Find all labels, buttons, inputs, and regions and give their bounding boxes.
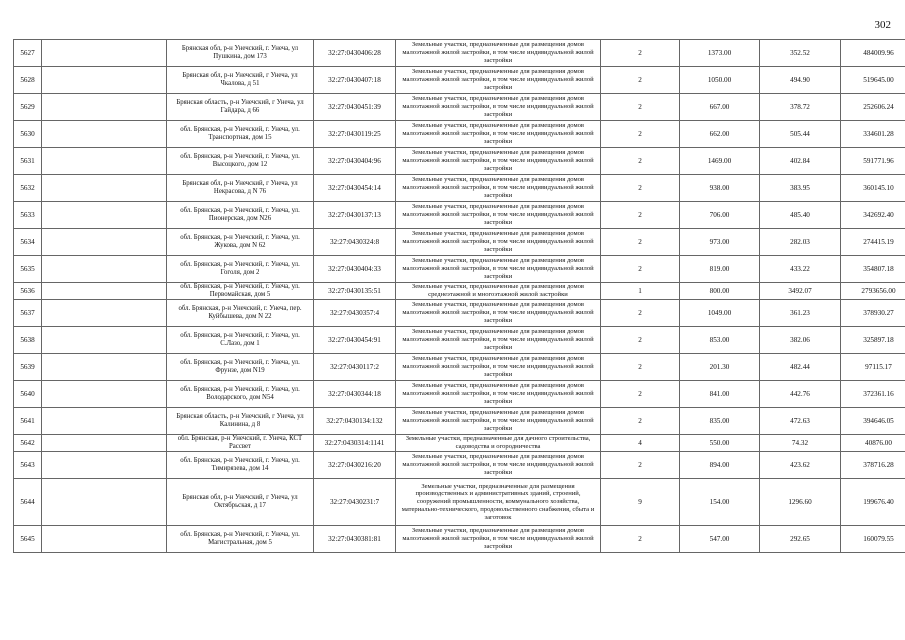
row-number: 5644 — [14, 479, 42, 526]
table-body — [14, 40, 905, 553]
use-group-cell: 4 — [601, 435, 680, 452]
use-group-cell: 2 — [601, 94, 680, 121]
specific-value-cell: 1296.60 — [760, 479, 841, 526]
cadastral-number-cell: 32:27:0430454:14 — [314, 175, 396, 202]
address-cell: обл. Брянская, р-н Унечский, г. Унеча, пер. Куйбышева, дом N 22 — [167, 300, 314, 327]
area-cell: 662.00 — [680, 121, 760, 148]
row-number: 5641 — [14, 408, 42, 435]
spacer-cell — [42, 121, 167, 148]
spacer-cell — [42, 435, 167, 452]
cadastral-number-cell: 32:27:0430314:1141 — [314, 435, 396, 452]
use-group-cell: 9 — [601, 479, 680, 526]
row-number: 5639 — [14, 354, 42, 381]
table-row — [14, 175, 905, 202]
address-cell: Брянская обл, р-н Унечский, г Унеча, ул Октябрьская, д 17 — [167, 479, 314, 526]
use-group-cell: 2 — [601, 40, 680, 67]
use-group-cell: 2 — [601, 121, 680, 148]
area-cell: 1050.00 — [680, 67, 760, 94]
land-use-cell: Земельные участки, предназначенные для размещения домов малоэтажной жилой застройки, в том числе индивидуальной жилой застройки — [396, 40, 601, 67]
address-cell: обл. Брянская, р-н Унечский, г. Унеча, ул. Пионерская, дом N26 — [167, 202, 314, 229]
land-use-cell: Земельные участки, предназначенные для размещения домов малоэтажной жилой застройки, в том числе индивидуальной жилой застройки — [396, 408, 601, 435]
table-row — [14, 121, 905, 148]
use-group-cell: 1 — [601, 283, 680, 300]
row-number: 5638 — [14, 327, 42, 354]
table-row — [14, 479, 905, 526]
use-group-cell: 2 — [601, 256, 680, 283]
cadastral-number-cell: 32:27:0430137:13 — [314, 202, 396, 229]
cadastral-value-cell: 252606.24 — [841, 94, 905, 121]
table-row — [14, 283, 905, 300]
land-use-cell: Земельные участки, предназначенные для размещения домов малоэтажной жилой застройки, в том числе индивидуальной жилой застройки — [396, 229, 601, 256]
cadastral-number-cell: 32:27:0430404:33 — [314, 256, 396, 283]
specific-value-cell: 352.52 — [760, 40, 841, 67]
spacer-cell — [42, 283, 167, 300]
page-number: 302 — [874, 19, 891, 31]
address-cell: Брянская обл, р-н Унечский, г Унеча, ул Чкалова, д 51 — [167, 67, 314, 94]
area-cell: 550.00 — [680, 435, 760, 452]
spacer-cell — [42, 148, 167, 175]
specific-value-cell: 505.44 — [760, 121, 841, 148]
cadastral-number-cell: 32:27:0430344:18 — [314, 381, 396, 408]
cadastral-value-cell: 394646.05 — [841, 408, 905, 435]
table-row — [14, 148, 905, 175]
specific-value-cell: 3492.07 — [760, 283, 841, 300]
specific-value-cell: 472.63 — [760, 408, 841, 435]
spacer-cell — [42, 67, 167, 94]
cadastral-number-cell: 32:27:0430135:51 — [314, 283, 396, 300]
table-row — [14, 40, 905, 67]
spacer-cell — [42, 256, 167, 283]
land-use-cell: Земельные участки, предназначенные для размещения домов малоэтажной жилой застройки, в том числе индивидуальной жилой застройки — [396, 452, 601, 479]
use-group-cell: 2 — [601, 354, 680, 381]
cadastral-value-cell: 274415.19 — [841, 229, 905, 256]
specific-value-cell: 485.40 — [760, 202, 841, 229]
table-row — [14, 256, 905, 283]
use-group-cell: 2 — [601, 526, 680, 553]
row-number: 5627 — [14, 40, 42, 67]
specific-value-cell: 494.90 — [760, 67, 841, 94]
cadastral-number-cell: 32:27:0430404:96 — [314, 148, 396, 175]
area-cell: 819.00 — [680, 256, 760, 283]
row-number: 5637 — [14, 300, 42, 327]
land-use-cell: Земельные участки, предназначенные для размещения домов малоэтажной жилой застройки, в том числе индивидуальной жилой застройки — [396, 327, 601, 354]
land-registry-table — [13, 39, 905, 553]
use-group-cell: 2 — [601, 202, 680, 229]
cadastral-value-cell: 2793656.00 — [841, 283, 905, 300]
row-number: 5645 — [14, 526, 42, 553]
spacer-cell — [42, 479, 167, 526]
use-group-cell: 2 — [601, 148, 680, 175]
address-cell: обл. Брянская, р-н Унечский, г. Унеча, КСТ Рассвет — [167, 435, 314, 452]
use-group-cell: 2 — [601, 67, 680, 94]
table-row — [14, 354, 905, 381]
specific-value-cell: 383.95 — [760, 175, 841, 202]
table-row — [14, 327, 905, 354]
spacer-cell — [42, 229, 167, 256]
cadastral-value-cell: 591771.96 — [841, 148, 905, 175]
row-number: 5633 — [14, 202, 42, 229]
area-cell: 853.00 — [680, 327, 760, 354]
table-row — [14, 229, 905, 256]
land-use-cell: Земельные участки, предназначенные для размещения домов малоэтажной жилой застройки, в том числе индивидуальной жилой застройки — [396, 175, 601, 202]
cadastral-value-cell: 354807.18 — [841, 256, 905, 283]
use-group-cell: 2 — [601, 175, 680, 202]
specific-value-cell: 282.03 — [760, 229, 841, 256]
table-row — [14, 67, 905, 94]
spacer-cell — [42, 354, 167, 381]
row-number: 5632 — [14, 175, 42, 202]
cadastral-number-cell: 32:27:0430407:18 — [314, 67, 396, 94]
address-cell: обл. Брянская, р-н Унечский, г. Унеча, ул. С.Лазо, дом 1 — [167, 327, 314, 354]
row-number: 5643 — [14, 452, 42, 479]
spacer-cell — [42, 408, 167, 435]
area-cell: 1469.00 — [680, 148, 760, 175]
spacer-cell — [42, 300, 167, 327]
area-cell: 973.00 — [680, 229, 760, 256]
cadastral-number-cell: 32:27:0430119:25 — [314, 121, 396, 148]
cadastral-value-cell: 40876.00 — [841, 435, 905, 452]
cadastral-number-cell: 32:27:0430324:8 — [314, 229, 396, 256]
spacer-cell — [42, 327, 167, 354]
area-cell: 667.00 — [680, 94, 760, 121]
use-group-cell: 2 — [601, 300, 680, 327]
table-row — [14, 435, 905, 452]
row-number: 5628 — [14, 67, 42, 94]
cadastral-value-cell: 334601.28 — [841, 121, 905, 148]
table-row — [14, 202, 905, 229]
land-use-cell: Земельные участки, предназначенные для дачного строительства, садоводства и огородничества — [396, 435, 601, 452]
table-row — [14, 94, 905, 121]
spacer-cell — [42, 202, 167, 229]
specific-value-cell: 423.62 — [760, 452, 841, 479]
area-cell: 938.00 — [680, 175, 760, 202]
row-number: 5640 — [14, 381, 42, 408]
land-use-cell: Земельные участки, предназначенные для размещения домов малоэтажной жилой застройки, в том числе индивидуальной жилой застройки — [396, 354, 601, 381]
cadastral-value-cell: 342692.40 — [841, 202, 905, 229]
cadastral-number-cell: 32:27:0430454:91 — [314, 327, 396, 354]
cadastral-value-cell: 378716.28 — [841, 452, 905, 479]
spacer-cell — [42, 175, 167, 202]
specific-value-cell: 482.44 — [760, 354, 841, 381]
land-use-cell: Земельные участки, предназначенные для размещения домов малоэтажной жилой застройки, в том числе индивидуальной жилой застройки — [396, 526, 601, 553]
row-number: 5629 — [14, 94, 42, 121]
cadastral-value-cell: 360145.10 — [841, 175, 905, 202]
address-cell: обл. Брянская, р-н Унечский, г. Унеча, ул. Жукова, дом N 62 — [167, 229, 314, 256]
use-group-cell: 2 — [601, 229, 680, 256]
specific-value-cell: 433.22 — [760, 256, 841, 283]
land-use-cell: Земельные участки, предназначенные для размещения домов малоэтажной жилой застройки, в том числе индивидуальной жилой застройки — [396, 202, 601, 229]
area-cell: 547.00 — [680, 526, 760, 553]
area-cell: 835.00 — [680, 408, 760, 435]
row-number: 5630 — [14, 121, 42, 148]
use-group-cell: 2 — [601, 327, 680, 354]
address-cell: обл. Брянская, р-н Унечский, г. Унеча, ул. Володарского, дом N54 — [167, 381, 314, 408]
spacer-cell — [42, 381, 167, 408]
address-cell: обл. Брянская, р-н Унечский, г. Унеча, ул. Первомайская, дом 5 — [167, 283, 314, 300]
row-number: 5636 — [14, 283, 42, 300]
address-cell: Брянская область, р-н Унечский, г Унеча, ул Калинина, д 8 — [167, 408, 314, 435]
land-use-cell: Земельные участки, предназначенные для размещения домов малоэтажной жилой застройки, в том числе индивидуальной жилой застройки — [396, 94, 601, 121]
area-cell: 800.00 — [680, 283, 760, 300]
specific-value-cell: 382.06 — [760, 327, 841, 354]
cadastral-number-cell: 32:27:0430406:28 — [314, 40, 396, 67]
cadastral-number-cell: 32:27:0430357:4 — [314, 300, 396, 327]
land-use-cell: Земельные участки, предназначенные для размещения производственных и административных зданий, строений, сооружений промышленности, коммунального хозяйства, материально-технического, продовольственного снабжения, сбыта и заготовок — [396, 479, 601, 526]
land-use-cell: Земельные участки, предназначенные для размещения домов среднеэтажной и многоэтажной жилой застройки — [396, 283, 601, 300]
table-row — [14, 300, 905, 327]
cadastral-number-cell: 32:27:0430216:20 — [314, 452, 396, 479]
cadastral-value-cell: 325897.18 — [841, 327, 905, 354]
address-cell: обл. Брянская, р-н Унечский, г. Унеча, ул. Магистральная, дом 5 — [167, 526, 314, 553]
land-use-cell: Земельные участки, предназначенные для размещения домов малоэтажной жилой застройки, в том числе индивидуальной жилой застройки — [396, 300, 601, 327]
row-number: 5634 — [14, 229, 42, 256]
address-cell: обл. Брянская, р-н Унечский, г. Унеча, ул. Высоцкого, дом 12 — [167, 148, 314, 175]
table-row — [14, 452, 905, 479]
use-group-cell: 2 — [601, 408, 680, 435]
area-cell: 1373.00 — [680, 40, 760, 67]
land-use-cell: Земельные участки, предназначенные для размещения домов малоэтажной жилой застройки, в том числе индивидуальной жилой застройки — [396, 121, 601, 148]
area-cell: 201.30 — [680, 354, 760, 381]
land-use-cell: Земельные участки, предназначенные для размещения домов малоэтажной жилой застройки, в том числе индивидуальной жилой застройки — [396, 148, 601, 175]
row-number: 5642 — [14, 435, 42, 452]
address-cell: Брянская обл, р-н Унечский, г Унеча, ул Некрасова, д N 76 — [167, 175, 314, 202]
use-group-cell: 2 — [601, 381, 680, 408]
table-row — [14, 526, 905, 553]
cadastral-value-cell: 199676.40 — [841, 479, 905, 526]
cadastral-value-cell: 484009.96 — [841, 40, 905, 67]
specific-value-cell: 378.72 — [760, 94, 841, 121]
specific-value-cell: 442.76 — [760, 381, 841, 408]
cadastral-number-cell: 32:27:0430117:2 — [314, 354, 396, 381]
spacer-cell — [42, 452, 167, 479]
cadastral-value-cell: 97115.17 — [841, 354, 905, 381]
specific-value-cell: 402.84 — [760, 148, 841, 175]
cadastral-number-cell: 32:27:0430451:39 — [314, 94, 396, 121]
table-row — [14, 381, 905, 408]
specific-value-cell: 361.23 — [760, 300, 841, 327]
cadastral-number-cell: 32:27:0430134:132 — [314, 408, 396, 435]
cadastral-value-cell: 378930.27 — [841, 300, 905, 327]
land-use-cell: Земельные участки, предназначенные для размещения домов малоэтажной жилой застройки, в том числе индивидуальной жилой застройки — [396, 381, 601, 408]
address-cell: обл. Брянская, р-н Унечский, г. Унеча, ул. Гоголя, дом 2 — [167, 256, 314, 283]
cadastral-value-cell: 519645.00 — [841, 67, 905, 94]
area-cell: 154.00 — [680, 479, 760, 526]
address-cell: обл. Брянская, р-н Унечский, г. Унеча, ул. Фрунзе, дом N19 — [167, 354, 314, 381]
specific-value-cell: 74.32 — [760, 435, 841, 452]
address-cell: обл. Брянская, р-н Унечский, г. Унеча, ул. Тимирязева, дом 14 — [167, 452, 314, 479]
use-group-cell: 2 — [601, 452, 680, 479]
land-use-cell: Земельные участки, предназначенные для размещения домов малоэтажной жилой застройки, в том числе индивидуальной жилой застройки — [396, 67, 601, 94]
spacer-cell — [42, 40, 167, 67]
table-row — [14, 408, 905, 435]
specific-value-cell: 292.65 — [760, 526, 841, 553]
address-cell: обл. Брянская, р-н Унечский, г. Унеча, ул. Транспортная, дом 15 — [167, 121, 314, 148]
cadastral-value-cell: 372361.16 — [841, 381, 905, 408]
cadastral-number-cell: 32:27:0430381:81 — [314, 526, 396, 553]
row-number: 5631 — [14, 148, 42, 175]
area-cell: 706.00 — [680, 202, 760, 229]
land-use-cell: Земельные участки, предназначенные для размещения домов малоэтажной жилой застройки, в том числе индивидуальной жилой застройки — [396, 256, 601, 283]
address-cell: Брянская обл, р-н Унечский, г. Унеча, ул Пушкина, дом 173 — [167, 40, 314, 67]
spacer-cell — [42, 526, 167, 553]
area-cell: 841.00 — [680, 381, 760, 408]
area-cell: 894.00 — [680, 452, 760, 479]
area-cell: 1049.00 — [680, 300, 760, 327]
row-number: 5635 — [14, 256, 42, 283]
cadastral-number-cell: 32:27:0430231:7 — [314, 479, 396, 526]
spacer-cell — [42, 94, 167, 121]
address-cell: Брянская область, р-н Унечский, г Унеча, ул Гайдара, д 66 — [167, 94, 314, 121]
cadastral-value-cell: 160079.55 — [841, 526, 905, 553]
